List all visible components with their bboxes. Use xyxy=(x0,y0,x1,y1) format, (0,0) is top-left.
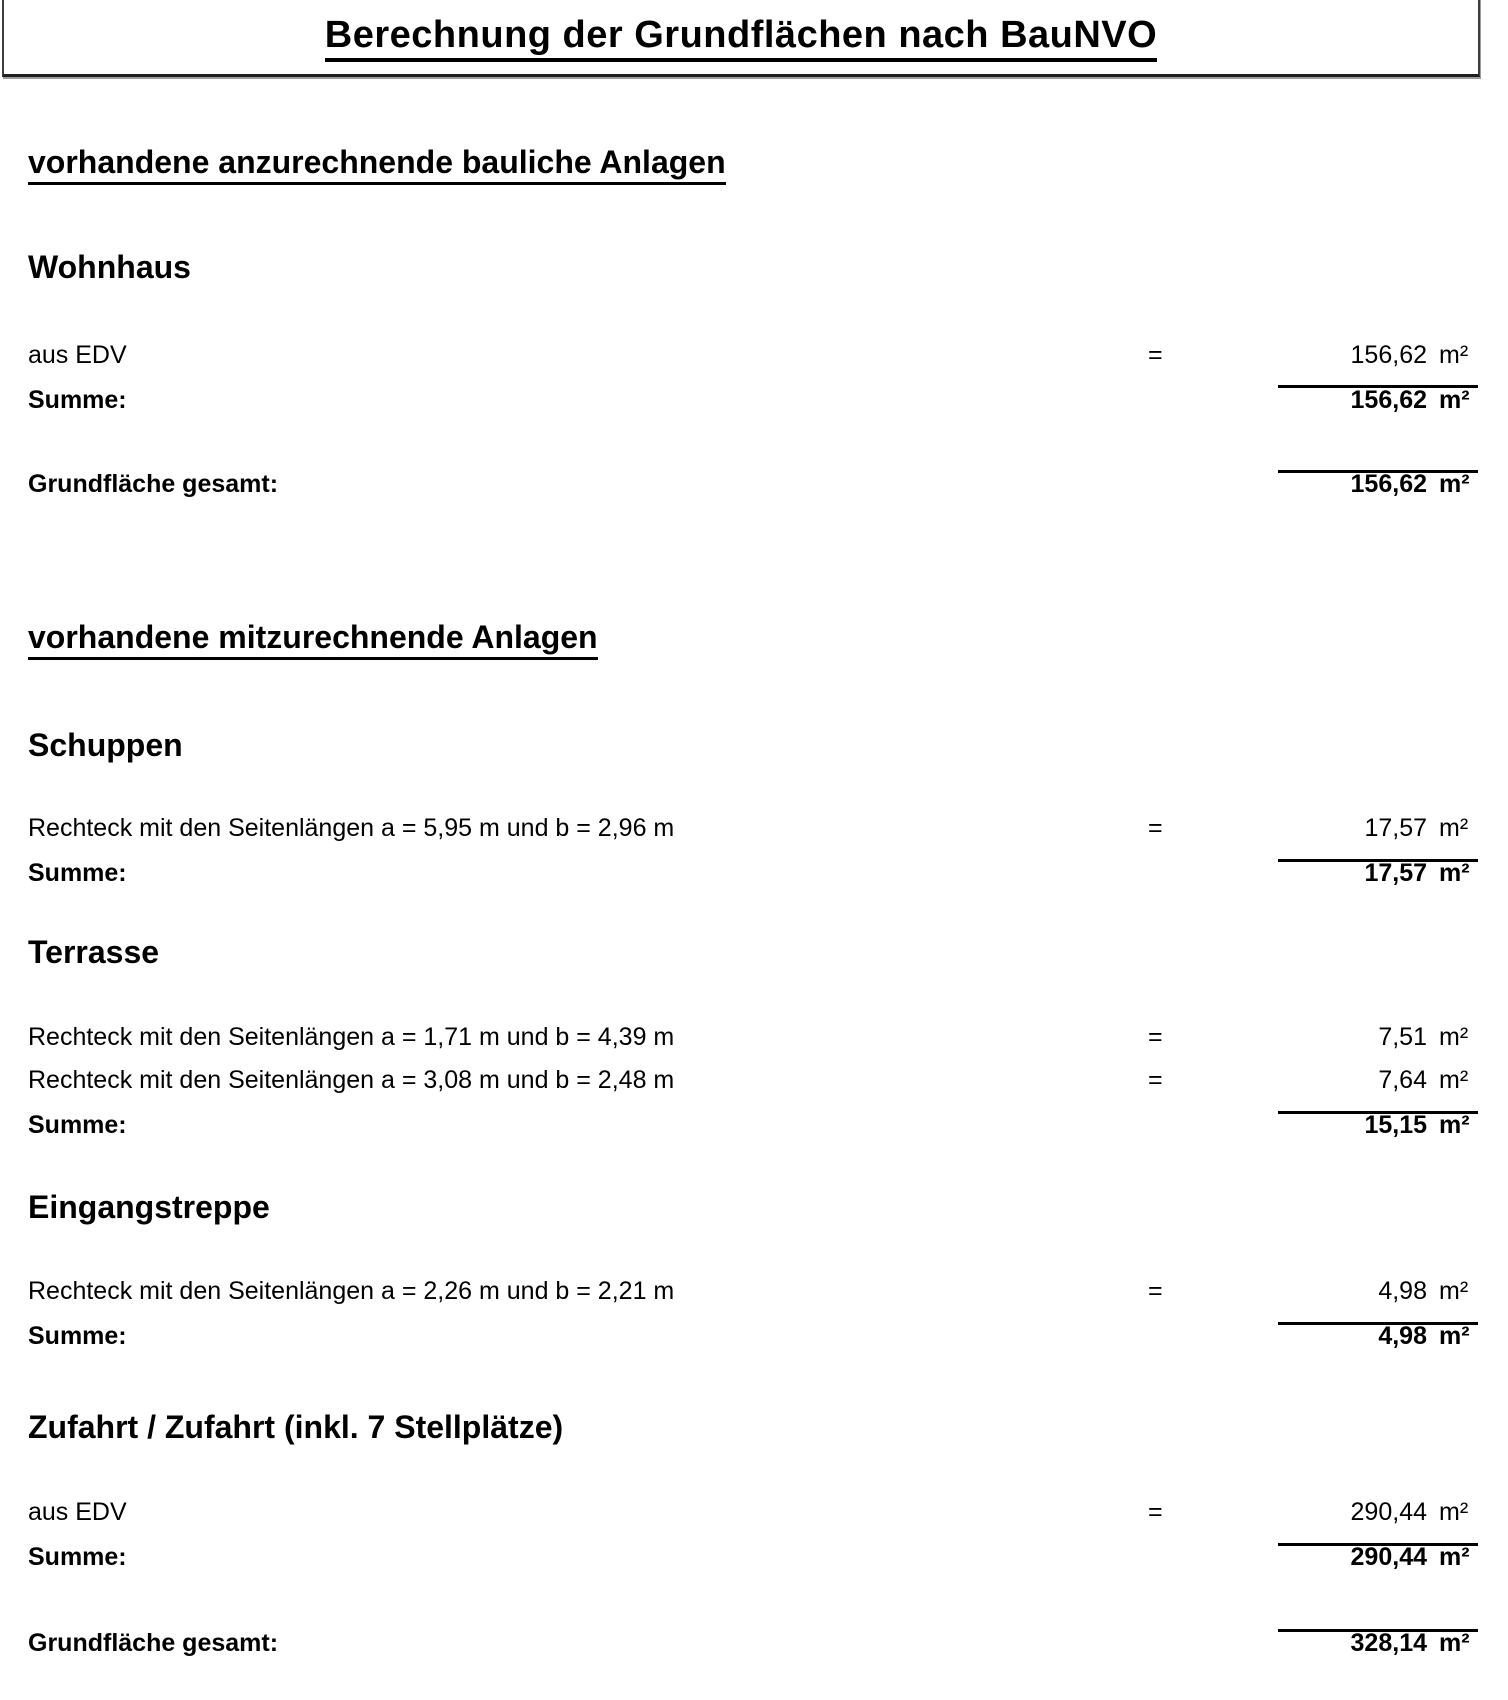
row-label: aus EDV xyxy=(28,1498,127,1526)
row-value xyxy=(1378,1279,1470,1304)
total-label: Grundfläche gesamt: xyxy=(28,1629,279,1657)
summe-label: Summe: xyxy=(28,1111,127,1139)
summe-row xyxy=(0,1545,1508,1570)
group-heading-zufahrt: Zufahrt / Zufahrt (inkl. 7 Stellplätze) xyxy=(28,1409,564,1445)
summe-label: Summe: xyxy=(28,386,127,414)
row-label: Rechteck mit den Seitenlängen a = 2,26 m und b = 2,21 m xyxy=(28,1277,675,1305)
summe-row xyxy=(0,1324,1508,1349)
calc-row xyxy=(0,1279,1508,1304)
row-label: aus EDV xyxy=(28,341,127,369)
summe-row xyxy=(0,388,1508,413)
value-unit: m² xyxy=(1439,1322,1470,1350)
total-value xyxy=(1351,472,1470,497)
value-unit: m² xyxy=(1439,1111,1470,1139)
calc-row xyxy=(0,1025,1508,1050)
value-number: 15,15 xyxy=(1364,1111,1427,1139)
value-number: 290,44 xyxy=(1350,1543,1427,1571)
group-heading-wohnhaus: Wohnhaus xyxy=(28,249,191,285)
summe-row xyxy=(0,861,1508,886)
value-number: 7,64 xyxy=(1378,1066,1427,1094)
row-value xyxy=(1351,1500,1470,1525)
summe-label: Summe: xyxy=(28,1543,127,1571)
row-label: Rechteck mit den Seitenlängen a = 1,71 m und b = 4,39 m xyxy=(28,1023,675,1051)
summe-value xyxy=(1351,1545,1470,1570)
total-row xyxy=(0,1631,1508,1656)
value-unit: m² xyxy=(1439,470,1470,498)
group-heading-eingangstreppe: Eingangstreppe xyxy=(28,1189,270,1225)
row-value xyxy=(1378,1068,1470,1093)
row-value xyxy=(1378,1025,1470,1050)
value-unit: m² xyxy=(1439,1498,1469,1526)
page-title-text: Berechnung der Grundflächen nach BauNVO xyxy=(325,14,1157,62)
summe-value xyxy=(1364,1113,1470,1138)
value-number: 290,44 xyxy=(1350,1498,1427,1526)
equals-sign: = xyxy=(1148,814,1163,842)
value-number: 17,57 xyxy=(1364,859,1427,887)
summe-label: Summe: xyxy=(28,859,127,887)
equals-sign: = xyxy=(1148,1066,1163,1094)
value-unit: m² xyxy=(1439,1543,1470,1571)
title-box xyxy=(2,0,1480,77)
total-label: Grundfläche gesamt: xyxy=(28,470,279,498)
equals-sign: = xyxy=(1148,1277,1163,1305)
row-value xyxy=(1364,816,1470,841)
value-unit: m² xyxy=(1439,859,1470,887)
calc-row xyxy=(0,343,1508,368)
group-heading-schuppen: Schuppen xyxy=(28,727,183,763)
group-heading-terrasse: Terrasse xyxy=(28,934,160,970)
value-number: 4,98 xyxy=(1378,1322,1427,1350)
calc-row xyxy=(0,1068,1508,1093)
section-heading-anzurechnende: vorhandene anzurechnende bauliche Anlagen xyxy=(28,146,726,178)
calc-row xyxy=(0,816,1508,841)
value-unit: m² xyxy=(1439,1629,1470,1657)
equals-sign: = xyxy=(1148,1498,1163,1526)
value-unit: m² xyxy=(1439,1277,1469,1305)
value-number: 7,51 xyxy=(1378,1023,1427,1051)
value-unit: m² xyxy=(1439,341,1469,369)
summe-label: Summe: xyxy=(28,1322,127,1350)
total-row xyxy=(0,472,1508,497)
value-number: 156,62 xyxy=(1350,386,1427,414)
value-unit: m² xyxy=(1439,1023,1469,1051)
value-unit: m² xyxy=(1439,386,1470,414)
section-heading-mitzurechnende: vorhandene mitzurechnende Anlagen xyxy=(28,621,598,653)
summe-value xyxy=(1378,1324,1470,1349)
row-label: Rechteck mit den Seitenlängen a = 3,08 m und b = 2,48 m xyxy=(28,1066,675,1094)
summe-value xyxy=(1351,388,1470,413)
calc-row xyxy=(0,1500,1508,1525)
value-unit: m² xyxy=(1439,814,1469,842)
value-number: 17,57 xyxy=(1364,814,1427,842)
summe-row xyxy=(0,1113,1508,1138)
value-number: 156,62 xyxy=(1350,470,1427,498)
summe-value xyxy=(1364,861,1470,886)
equals-sign: = xyxy=(1148,1023,1163,1051)
value-number: 4,98 xyxy=(1378,1277,1427,1305)
page-title xyxy=(4,0,1478,55)
row-label: Rechteck mit den Seitenlängen a = 5,95 m und b = 2,96 m xyxy=(28,814,675,842)
equals-sign: = xyxy=(1148,341,1163,369)
row-value xyxy=(1351,343,1470,368)
value-number: 156,62 xyxy=(1350,341,1427,369)
total-value xyxy=(1351,1631,1470,1656)
value-number: 328,14 xyxy=(1350,1629,1427,1657)
value-unit: m² xyxy=(1439,1066,1469,1094)
